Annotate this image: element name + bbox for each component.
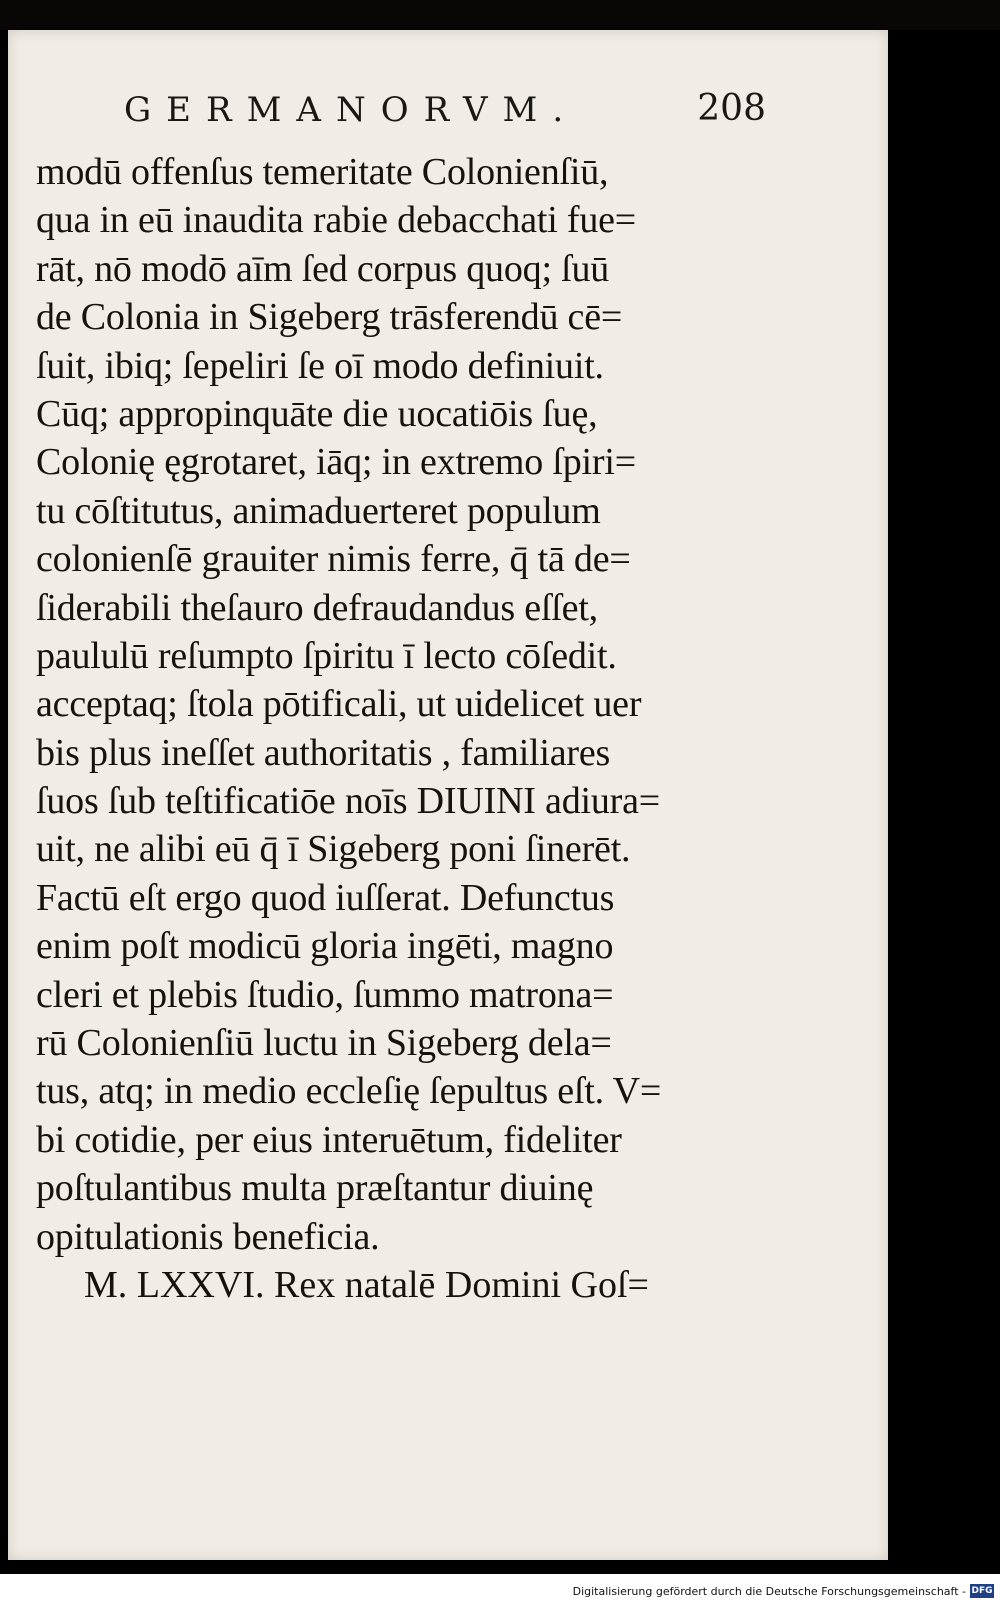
text-line: Cūq; appropinquāte die uocatiōis ſuę, [36,392,598,435]
text-line: uit, ne alibi eū q̄ ī Sigeberg poni ſinerēt. [36,828,631,871]
dfg-logo-icon: DFG [971,1586,993,1596]
text-line: tu cōſtitutus, animaduerteret populum [36,489,601,532]
text-line: M. LXXVI. Rex natalē Domini Goſ= [84,1263,649,1306]
text-line: Factū eſt ergo quod iuſſerat. Defunctus [36,876,615,919]
text-line: bis plus ineſſet authoritatis , familiares [36,731,611,774]
text-line: ſiderabili theſauro defraudandus eſſet, [36,586,598,629]
book-page [8,30,888,1560]
text-line: qua in eū inaudita rabie debacchati fue= [36,199,637,242]
page-content [36,90,786,1309]
text-line: acceptaq; ſtola pōtificali, ut uidelicet uer [36,683,642,726]
page-number: 208 [697,88,766,129]
text-line: colonienſē grauiter nimis ferre, q̄ tā de= [36,538,631,581]
body-text [36,148,786,1309]
text-line: Colonię ęgrotaret, iāq; in extremo ſpiri= [36,441,636,484]
digitization-credit: Digitalisierung gefördert durch die Deutsche Forschungsgemeinschaft - [572,1585,966,1598]
scan-top-edge [0,0,1000,30]
running-title: GERMANORVM. [124,90,579,130]
text-line: tus, atq; in medio eccleſię ſepultus eſt. V= [36,1070,662,1113]
text-line: de Colonia in Sigeberg trāsferendū cē= [36,296,623,339]
text-line: poſtulantibus multa præſtantur diuinę [36,1167,594,1210]
footer-bar [0,1574,1000,1609]
text-line: ſuos ſub teſtificatiōe noīs DIUINI adiura= [36,780,661,823]
text-line: enim poſt modicū gloria ingēti, magno [36,925,614,968]
text-line: cleri et plebis ſtudio, ſummo matrona= [36,973,614,1016]
text-line: opitulationis beneficia. [36,1215,380,1258]
text-line: modū offenſus temeritate Colonienſiū, [36,151,609,193]
text-line: paululū reſumpto ſpiritu ī lecto cōſedit. [36,634,617,677]
text-line: rū Colonienſiū luctu in Sigeberg dela= [36,1022,612,1065]
running-head [36,90,786,148]
text-line: bi cotidie, per eius interuētum, fideliter [36,1118,622,1161]
text-line: rāt, nō modō aīm ſed corpus quoq; ſuū [36,247,610,290]
text-line: ſuit, ibiq; ſepeliri ſe oī modo definiuit. [36,344,604,387]
